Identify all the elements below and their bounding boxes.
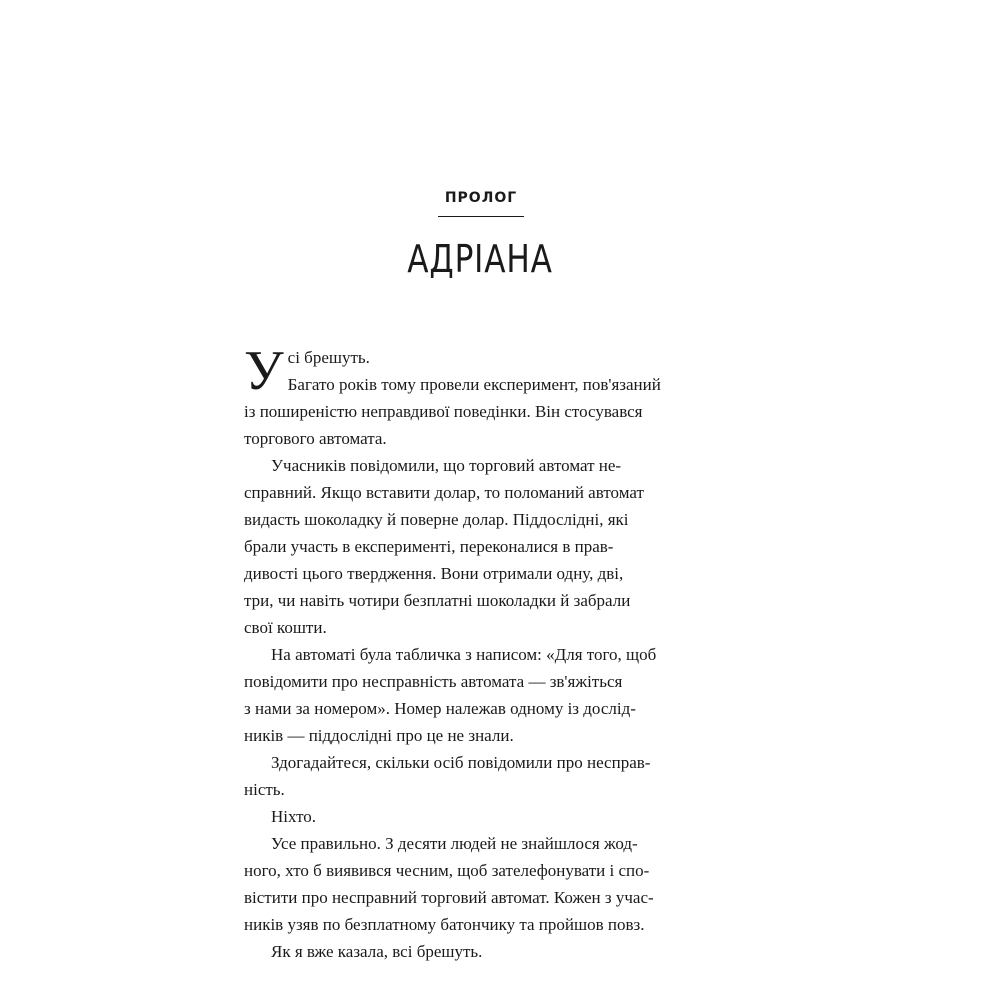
paragraph	[244, 371, 730, 452]
paragraph	[244, 830, 730, 938]
text-line: брали участь в експерименті, переконалися в прав-	[244, 537, 614, 556]
text-line: ного, хто б виявився чесним, щоб зателефонувати і спо-	[244, 861, 650, 880]
text-line: сі брешуть.	[287, 348, 370, 367]
chapter-title: АДРІАНА	[407, 237, 553, 281]
text-line: Здогадайтеся, скільки осіб повідомили про несправ-	[271, 753, 651, 772]
text-line: справний. Якщо вставити долар, то поломаний автомат	[244, 483, 644, 502]
section-kicker: ПРОЛОГ	[444, 190, 518, 206]
text-line: повідомити про несправність автомата — зв'яжіться	[244, 672, 623, 691]
text-line: Усе правильно. З десяти людей не знайшлося жод-	[271, 834, 638, 853]
text-line: свої кошти.	[244, 618, 327, 637]
kicker-underline	[438, 216, 524, 217]
text-line: ників — піддослідні про це не знали.	[244, 726, 514, 745]
text-line: ників узяв по безплатному батончику та пройшов повз.	[244, 915, 645, 934]
body-text	[244, 340, 730, 965]
text-line: Багато років тому провели експеримент, пов'язаний	[287, 375, 661, 394]
text-line: із поширеністю неправдивої поведінки. Він стосувався	[244, 402, 643, 421]
text-line: Ніхто.	[271, 807, 317, 826]
text-line: ність.	[244, 780, 285, 799]
text-line: дивості цього твердження. Вони отримали одну, дві,	[244, 564, 624, 583]
text-line: Учасників повідомили, що торговий автомат не-	[271, 456, 622, 475]
paragraph	[244, 749, 730, 803]
text-line: Як я вже казала, всі брешуть.	[271, 942, 483, 961]
text-line: три, чи навіть чотири безплатні шоколадки й забрали	[244, 591, 631, 610]
paragraph	[244, 938, 730, 965]
paragraph	[244, 803, 730, 830]
text-line: видасть шоколадку й поверне долар. Піддослідні, які	[244, 510, 629, 529]
text-line: На автоматі була табличка з написом: «Для того, щоб	[271, 645, 657, 664]
text-line: з нами за номером». Номер належав одному із дослід-	[244, 699, 636, 718]
text-line: торгового автомата.	[244, 429, 387, 448]
drop-cap: У	[244, 340, 284, 402]
text-line: вістити про несправний торговий автомат. Кожен з учас-	[244, 888, 654, 907]
paragraph	[244, 452, 730, 641]
paragraph	[244, 641, 730, 749]
